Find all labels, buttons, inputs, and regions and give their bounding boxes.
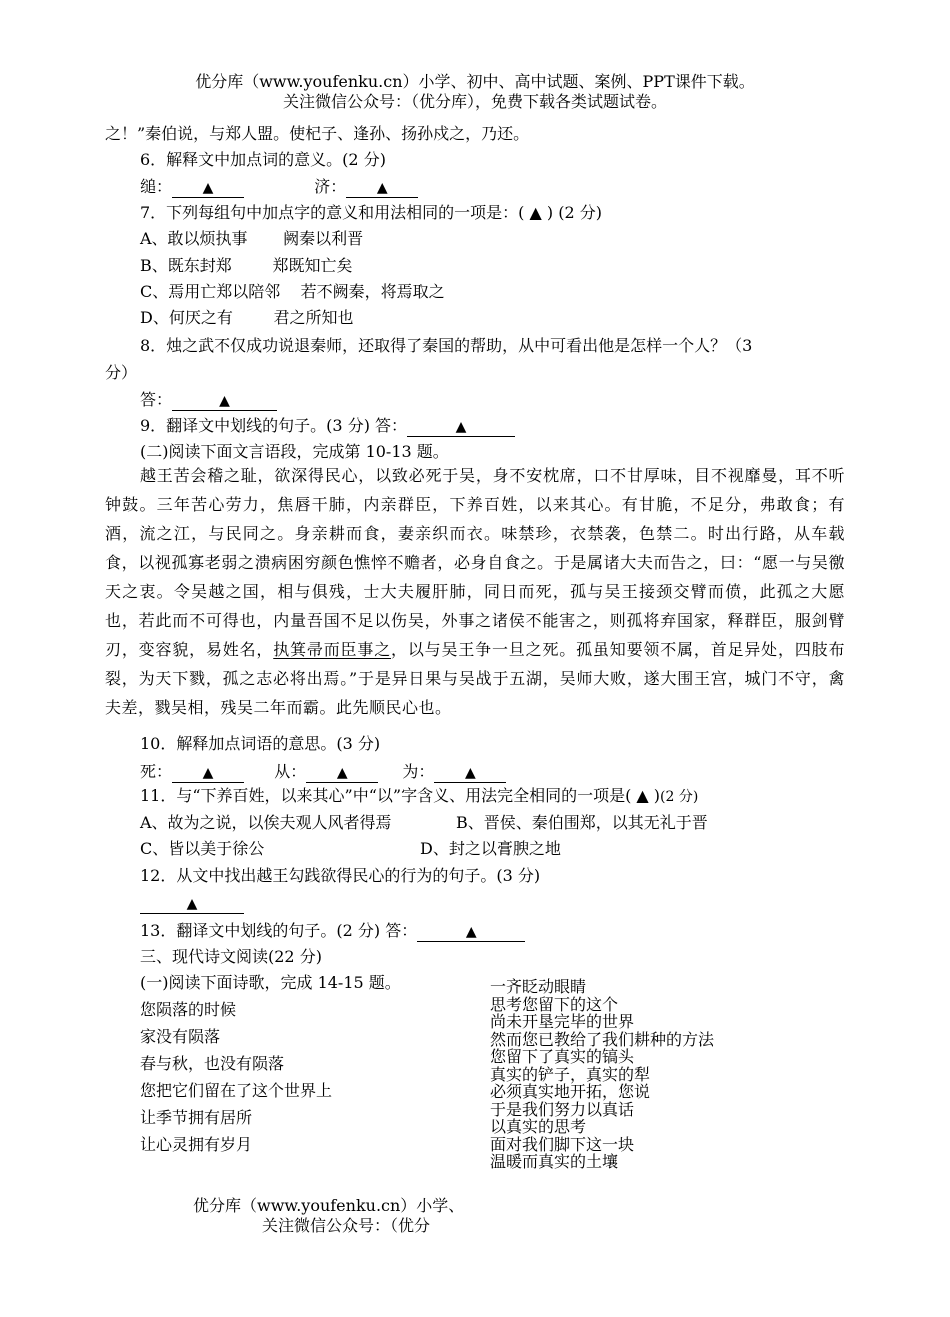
q9-text: 9．翻译文中划线的句子。(3 分) 答： xyxy=(140,416,408,435)
q11-text: 11．与“下养百姓，以来其心”中“以”字含义、用法完全相同的一项是( ▲ ) xyxy=(140,786,661,805)
q10-blank-b[interactable] xyxy=(306,763,378,783)
section2-intro: (二)阅读下面文言语段，完成第 10-13 题。 xyxy=(140,442,449,461)
poem-line: 尚未开垦完毕的世界 xyxy=(490,1012,635,1031)
poem-line: 以真实的思考 xyxy=(490,1117,587,1136)
triangle-mark-icon: ▲ xyxy=(465,765,476,781)
q11-line xyxy=(140,783,845,810)
q6-text: 6．解释文中加点词的意义。(2 分) xyxy=(140,150,386,169)
triangle-mark-icon: ▲ xyxy=(202,180,214,196)
poem-line: 让季节拥有居所 xyxy=(140,1108,253,1127)
q6-blank-a[interactable] xyxy=(172,178,244,198)
q11-option-b: B、晋侯、秦伯围郑，以其无礼于晋 xyxy=(456,813,708,832)
q12-answer xyxy=(140,890,845,916)
q13-answer-blank[interactable] xyxy=(417,922,525,942)
q11-score: (2 分) xyxy=(660,789,699,805)
poem-line: 一齐眨动眼睛 xyxy=(490,977,587,996)
header-line-1: 优分库（www.youfenku.cn）小学、初中、高中试题、案例、PPT课件下载。 xyxy=(195,72,755,91)
q9-answer-blank[interactable] xyxy=(407,417,515,437)
poem-line: 您把它们留在了这个世界上 xyxy=(140,1081,333,1100)
triangle-mark-icon: ▲ xyxy=(376,180,388,196)
q11-option-a: A、故为之说，以俟夫观人风者得焉 xyxy=(140,813,392,832)
q6-label-a: 缒： xyxy=(140,177,173,196)
passage-2-text-b: ，以与吴王争一旦之死。孤虽知要领不属，首足异处，四肢布裂，为天下戮，孤之志必将出焉。”于是异日果与吴战于五湖，吴师大败，遂大围王宫，城门不守，禽夫差，戮吴相，残吴二年而霸。此先顺民心也。 xyxy=(105,640,845,717)
header-line-2: 关注微信公众号：（优分库），免费下载各类试题试卷。 xyxy=(282,92,667,111)
poem-line: 思考您留下的这个 xyxy=(490,994,619,1014)
passage-2-text-a: 越王苦会稽之耻，欲深得民心，以致必死于吴，身不安枕席，口不甘厚味，目不视靡曼，耳不听钟鼓。三年苦心劳力，焦唇干肺，内亲群臣，下养百姓，以来其心。有甘脆，不足分，弗敢食；有酒，流之江，与民同之。身亲耕而食，妻亲织而衣。味禁珍，衣禁袭，色禁二。时出行路，从车载食，以视孤寡老弱之溃病困穷颜色憔悴不赡者，必身自食之。于是属诸大夫而告之，曰：“愿一与吴徼天之衷。令吴越之国，相与俱残，士大夫履肝肺，同日而死，孤与吴王接颈交臂而偾，此孤之大愿也，若此而不可得也，内量吾国不足以伤吴，外事之诸侯不能害之，则孤将弃国家，释群臣，服剑臂刃，变容貌，易姓名， xyxy=(105,466,845,659)
triangle-mark-icon: ▲ xyxy=(336,765,348,781)
poem-right-column xyxy=(490,978,714,1171)
q13-text: 13．翻译文中划线的句子。(2 分) 答： xyxy=(140,921,418,940)
page-footer xyxy=(0,1196,680,1236)
poem-line: 然而您已教给了我们耕种的方法 xyxy=(490,1029,715,1049)
poem-line: 面对我们脚下这一块 xyxy=(490,1134,635,1154)
q8-answer-label: 答： xyxy=(140,390,173,409)
triangle-mark-icon: ▲ xyxy=(186,896,198,912)
triangle-mark-icon: ▲ xyxy=(465,924,477,940)
passage-end: 之！”秦伯说，与郑人盟。使杞子、逢孙、扬孙戍之，乃还。 xyxy=(105,124,530,143)
page-header xyxy=(0,72,950,112)
poem-left-column xyxy=(140,996,332,1158)
passage-2 xyxy=(105,461,845,722)
section3-subtitle: (一)阅读下面诗歌，完成 14-15 题。 xyxy=(140,973,401,992)
poem-line: 家没有陨落 xyxy=(140,1027,221,1046)
triangle-mark-icon: ▲ xyxy=(202,765,214,781)
q11-options-ab xyxy=(140,810,845,836)
poem-line: 温暖而真实的土壤 xyxy=(490,1152,619,1171)
q10-blank-c[interactable] xyxy=(434,763,506,783)
q8-answer xyxy=(140,387,845,413)
poem-line: 您陨落的时候 xyxy=(140,1000,237,1019)
triangle-mark-icon: ▲ xyxy=(455,419,467,435)
section3-title: 三、现代诗文阅读(22 分) xyxy=(140,947,322,966)
q10-label-b: 从： xyxy=(274,762,307,781)
footer-line-1: 优分库（www.youfenku.cn）小学、 xyxy=(193,1196,465,1215)
q10-label-c: 为： xyxy=(402,762,435,781)
triangle-mark-icon: ▲ xyxy=(219,393,230,409)
poem-line: 春与秋，也没有陨落 xyxy=(140,1054,285,1073)
poem-line: 让心灵拥有岁月 xyxy=(140,1135,253,1154)
q10-text: 10．解释加点词语的意思。(3 分) xyxy=(140,734,381,753)
q6-label-b: 济： xyxy=(314,177,347,196)
q7-text: 7．下列每组句中加点字的意义和用法相同的一项是：( ▲ ) (2 分) xyxy=(140,203,602,222)
q7-option-c: C、焉用亡郑以陪邻 若不阙秦，将焉取之 xyxy=(140,282,445,301)
q7-option-a: A、敢以烦执事 阙秦以利晋 xyxy=(140,229,364,248)
q10-blank-a[interactable] xyxy=(172,763,244,783)
q13-line xyxy=(140,918,845,944)
q9-line xyxy=(140,413,845,439)
q11-option-c: C、皆以美于徐公 xyxy=(140,839,265,858)
passage-2-underlined-sentence: 执箕帚而臣事之 xyxy=(273,640,392,659)
q11-option-d: D、封之以膏腴之地 xyxy=(420,839,561,858)
q7-option-d: D、何厌之有 君之所知也 xyxy=(140,308,354,327)
q12-answer-blank[interactable] xyxy=(140,894,244,914)
q6-answers xyxy=(140,174,845,200)
footer-line-2: 关注微信公众号：（优分 xyxy=(262,1216,431,1235)
poem-line: 于是我们努力以真话 xyxy=(490,1099,635,1119)
poem-line: 您留下了真实的镐头 xyxy=(490,1047,635,1066)
poem-line: 真实的铲子，真实的犁 xyxy=(490,1064,651,1084)
q11-options-cd xyxy=(140,836,845,862)
q8-answer-blank[interactable] xyxy=(172,391,277,411)
q10-label-a: 死： xyxy=(140,762,173,781)
q12-text: 12．从文中找出越王勾践欲得民心的行为的句子。(3 分) xyxy=(140,866,541,885)
q7-option-b: B、既东封郑 郑既知亡矣 xyxy=(140,256,353,275)
q10-answers xyxy=(140,759,845,785)
poem-line: 必须真实地开拓，您说 xyxy=(490,1082,651,1101)
q8-line-1: 8．烛之武不仅成功说退秦师，还取得了秦国的帮助，从中可看出他是怎样一个人？（3 xyxy=(140,336,753,355)
q8-line-2: 分） xyxy=(105,363,138,382)
q6-blank-b[interactable] xyxy=(346,178,418,198)
